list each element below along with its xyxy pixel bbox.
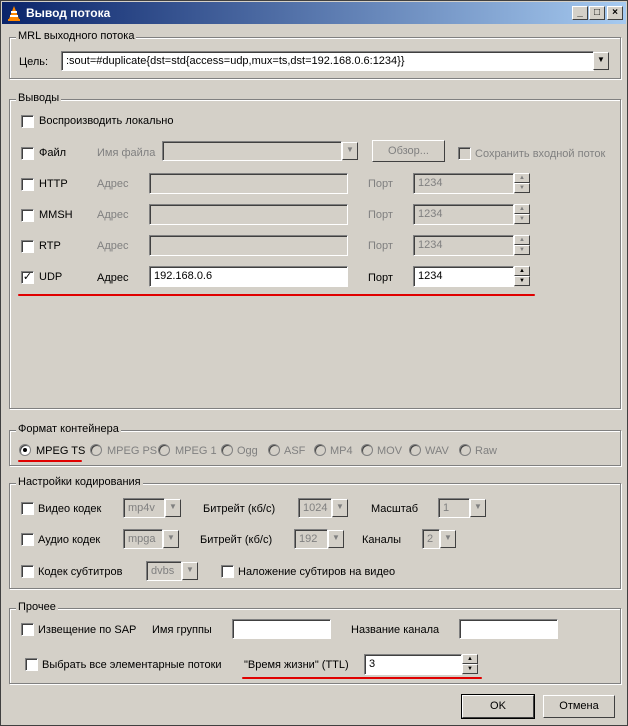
subtitle-codec-select[interactable]: dvbs: [146, 561, 182, 581]
keep-input-checkbox[interactable]: [458, 147, 471, 160]
subtitle-codec-checkbox[interactable]: [21, 565, 34, 578]
udp-checkbox[interactable]: [21, 271, 34, 284]
vlc-cone-icon: [6, 5, 22, 21]
udp-address-input[interactable]: 192.168.0.6: [149, 266, 348, 287]
radio-mpeg-ps[interactable]: [90, 444, 102, 456]
mmsh-port-input[interactable]: 1234: [413, 204, 514, 225]
radio-mov-label: MOV: [377, 445, 403, 457]
sap-checkbox[interactable]: [21, 623, 34, 636]
http-port-label: Порт: [368, 178, 393, 190]
radio-raw-label: Raw: [475, 445, 498, 457]
minimize-button[interactable]: _: [572, 6, 588, 20]
ok-button[interactable]: OK: [462, 695, 534, 718]
file-checkbox[interactable]: [21, 147, 34, 160]
radio-ogg-label: Ogg: [237, 445, 258, 457]
radio-ogg[interactable]: [221, 444, 233, 456]
close-button[interactable]: ×: [607, 6, 623, 20]
radio-asf-label: ASF: [284, 445, 306, 457]
rtp-address-label: Адрес: [97, 240, 129, 252]
checkmark-icon: ✓: [22, 271, 33, 283]
group-name-input[interactable]: [232, 619, 331, 639]
ttl-label: "Время жизни" (TTL): [244, 659, 349, 671]
http-address-input[interactable]: [149, 173, 348, 194]
rtp-checkbox[interactable]: [21, 240, 34, 253]
subtitle-overlay-checkbox[interactable]: [221, 565, 234, 578]
udp-address-label: Адрес: [97, 272, 129, 284]
radio-mpeg-1-label: MPEG 1: [175, 445, 217, 457]
browse-button[interactable]: Обзор...: [372, 140, 445, 162]
rtp-port-input[interactable]: 1234: [413, 235, 514, 256]
filename-dropdown-button[interactable]: ▼: [342, 142, 358, 160]
http-checkbox[interactable]: [21, 178, 34, 191]
title-bar[interactable]: [2, 2, 626, 24]
radio-mpeg-ts-label: MPEG TS: [36, 445, 86, 457]
spin-up-icon[interactable]: ▲: [462, 654, 478, 664]
container-group-title: Формат контейнера: [18, 423, 119, 435]
audio-codec-dropdown-icon[interactable]: ▼: [163, 530, 179, 548]
subtitle-overlay-label: Наложение субтиров на видео: [238, 566, 396, 578]
radio-mp4[interactable]: [314, 444, 326, 456]
play-local-checkbox[interactable]: [21, 115, 34, 128]
group-name-label: Имя группы: [152, 624, 212, 636]
radio-asf[interactable]: [268, 444, 280, 456]
mmsh-label: MMSH: [39, 209, 73, 221]
spin-down-icon[interactable]: ▼: [514, 245, 530, 255]
maximize-button[interactable]: □: [589, 6, 605, 20]
mmsh-checkbox[interactable]: [21, 209, 34, 222]
scale-dropdown-icon[interactable]: ▼: [470, 499, 486, 517]
rtp-address-input[interactable]: [149, 235, 348, 256]
channel-name-input[interactable]: [459, 619, 558, 639]
audio-codec-checkbox[interactable]: [21, 533, 34, 546]
filename-input[interactable]: [162, 141, 342, 161]
video-codec-dropdown-icon[interactable]: ▼: [165, 499, 181, 517]
target-dropdown-button[interactable]: ▼: [593, 52, 609, 70]
spin-up-icon[interactable]: ▲: [514, 266, 530, 276]
encoding-group-title: Настройки кодирования: [18, 476, 141, 488]
udp-annotation-underline: [18, 294, 535, 296]
channels-select[interactable]: 2: [422, 529, 440, 549]
subtitle-codec-label: Кодек субтитров: [38, 566, 123, 578]
scale-select[interactable]: 1: [438, 498, 470, 518]
target-input[interactable]: :sout=#duplicate{dst=std{access=udp,mux=ts,dst=192.168.0.6:1234}}: [61, 51, 594, 71]
spin-down-icon[interactable]: ▼: [514, 214, 530, 224]
spin-down-icon[interactable]: ▼: [514, 183, 530, 193]
rtp-port-spinner[interactable]: [514, 235, 530, 256]
audio-codec-label: Аудио кодек: [38, 534, 101, 546]
spin-down-icon[interactable]: ▼: [462, 664, 478, 674]
radio-wav-label: WAV: [425, 445, 449, 457]
channels-dropdown-icon[interactable]: ▼: [440, 530, 456, 548]
audio-bitrate-dropdown-icon[interactable]: ▼: [328, 530, 344, 548]
mrl-group-title: MRL выходного потока: [18, 30, 135, 42]
misc-group-title: Прочее: [18, 601, 56, 613]
mmsh-port-label: Порт: [368, 209, 393, 221]
radio-mp4-label: MP4: [330, 445, 353, 457]
http-label: HTTP: [39, 178, 68, 190]
udp-port-spinner[interactable]: [514, 266, 530, 287]
file-label: Файл: [39, 147, 67, 159]
ttl-spinner[interactable]: [462, 654, 478, 675]
spin-up-icon[interactable]: ▲: [514, 173, 530, 183]
rtp-label: RTP: [39, 240, 61, 252]
radio-mov[interactable]: [361, 444, 373, 456]
spin-up-icon[interactable]: ▲: [514, 204, 530, 214]
mpeg-ts-annotation-underline: [18, 460, 82, 462]
channels-label: Каналы: [362, 534, 402, 546]
http-port-input[interactable]: 1234: [413, 173, 514, 194]
ttl-annotation-underline: [242, 677, 482, 679]
window-title: Вывод потока: [26, 6, 111, 20]
select-all-streams-label: Выбрать все элементарные потоки: [42, 659, 222, 671]
udp-label: UDP: [39, 271, 63, 283]
outputs-group-title: Выводы: [18, 92, 60, 104]
video-codec-label: Видео кодек: [38, 503, 102, 515]
video-bitrate-dropdown-icon[interactable]: ▼: [332, 499, 348, 517]
select-all-streams-checkbox[interactable]: [25, 658, 38, 671]
audio-bitrate-select[interactable]: 192: [294, 529, 328, 549]
udp-port-input[interactable]: 1234: [413, 266, 514, 287]
radio-selected-dot: [23, 448, 27, 452]
subtitle-codec-dropdown-icon[interactable]: ▼: [182, 562, 198, 580]
mmsh-address-input[interactable]: [149, 204, 348, 225]
rtp-port-label: Порт: [368, 240, 393, 252]
video-bitrate-select[interactable]: 1024: [298, 498, 332, 518]
spin-up-icon[interactable]: ▲: [514, 235, 530, 245]
video-codec-select[interactable]: mp4v: [123, 498, 165, 518]
radio-mpeg-1[interactable]: [158, 444, 170, 456]
channel-name-label: Название канала: [351, 624, 440, 636]
radio-wav[interactable]: [409, 444, 421, 456]
video-codec-checkbox[interactable]: [21, 502, 34, 515]
audio-bitrate-label: Битрейт (кб/с): [200, 534, 273, 546]
play-local-label: Воспроизводить локально: [39, 115, 174, 127]
ttl-input[interactable]: 3: [364, 654, 462, 675]
http-port-spinner[interactable]: [514, 173, 530, 194]
filename-label: Имя файла: [97, 147, 156, 159]
radio-raw[interactable]: [459, 444, 471, 456]
sap-label: Извещение по SAP: [38, 624, 137, 636]
radio-mpeg-ps-label: MPEG PS: [107, 445, 158, 457]
audio-codec-select[interactable]: mpga: [123, 529, 163, 549]
cancel-button[interactable]: Отмена: [543, 695, 615, 718]
mmsh-address-label: Адрес: [97, 209, 129, 221]
radio-mpeg-ts[interactable]: [19, 444, 31, 456]
spin-down-icon[interactable]: ▼: [514, 276, 530, 286]
udp-port-label: Порт: [368, 272, 393, 284]
http-address-label: Адрес: [97, 178, 129, 190]
mmsh-port-spinner[interactable]: [514, 204, 530, 225]
target-label: Цель:: [19, 56, 49, 68]
scale-label: Масштаб: [371, 503, 419, 515]
keep-input-label: Сохранить входной поток: [475, 148, 606, 160]
video-bitrate-label: Битрейт (кб/с): [203, 503, 276, 515]
